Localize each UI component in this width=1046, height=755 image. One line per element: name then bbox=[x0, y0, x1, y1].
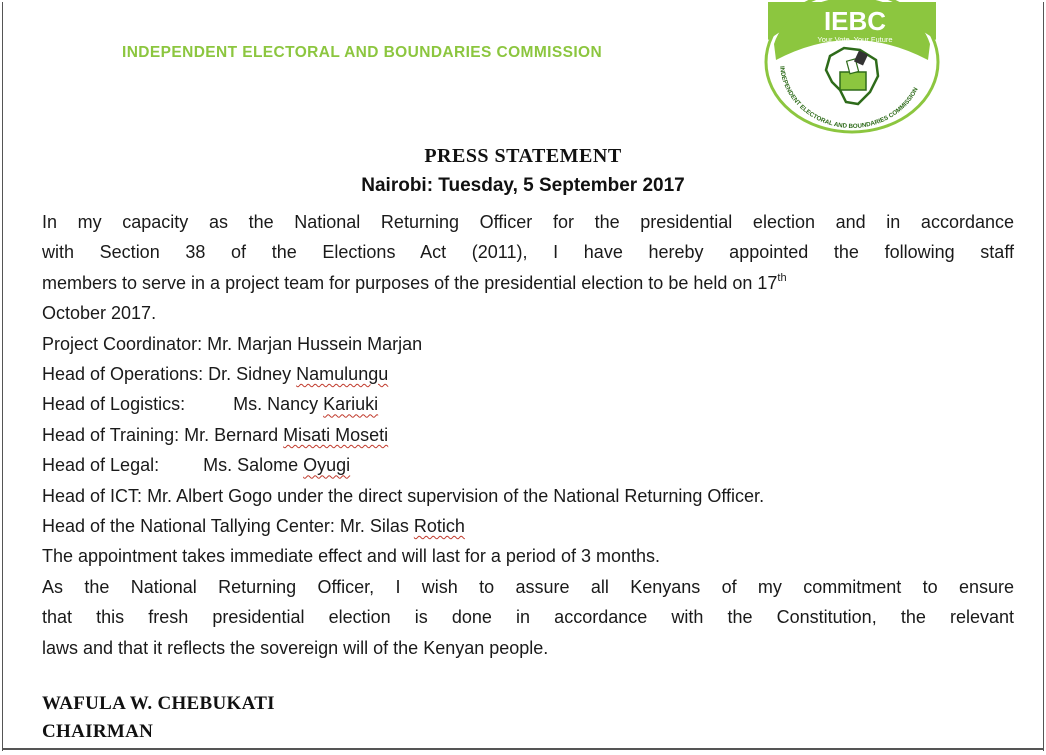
effect-statement: The appointment takes immediate effect and will last for a period of 3 months. bbox=[42, 546, 660, 567]
org-name-header: INDEPENDENT ELECTORAL AND BOUNDARIES COMMISSION bbox=[122, 44, 603, 61]
logo-acronym: IEBC bbox=[823, 6, 887, 36]
closing-line-2: that this fresh presidential election is done in accordance with the Constitution, the relevant bbox=[42, 607, 1014, 628]
document-title: PRESS STATEMENT bbox=[424, 145, 622, 167]
appointment-head-training: Head of Training: Mr. Bernard Misati Moseti bbox=[42, 424, 389, 445]
appointment-head-logistics: Head of Logistics: Ms. Nancy Kariuki bbox=[42, 394, 379, 415]
appointment-head-ict: Head of ICT: Mr. Albert Gogo under the direct supervision of the National Returning Officer. bbox=[42, 485, 765, 506]
statement-body bbox=[42, 207, 1014, 663]
signatory-title: CHAIRMAN bbox=[42, 721, 154, 742]
bottom-border bbox=[3, 748, 1043, 750]
logo-tagline: Your Vote, Your Future bbox=[817, 35, 893, 44]
iebc-logo bbox=[760, 0, 944, 136]
appointment-head-legal: Head of Legal: Ms. Salome Oyugi bbox=[42, 455, 351, 476]
intro-line-1: In my capacity as the National Returning Officer for the presidential election and in accordance bbox=[42, 212, 1014, 232]
intro-line-4: October 2017. bbox=[42, 303, 157, 324]
ballot-box-icon bbox=[840, 72, 866, 90]
dateline: Nairobi: Tuesday, 5 September 2017 bbox=[361, 175, 685, 196]
appointment-head-tallying-center: Head of the National Tallying Center: Mr. Silas Rotich bbox=[42, 516, 465, 537]
intro-line-3: members to serve in a project team for purposes of the presidential election to be held on 17th bbox=[42, 271, 787, 293]
intro-line-2: with Section 38 of the Elections Act (2011), I have hereby appointed the following staff bbox=[42, 242, 1014, 263]
appointment-project-coordinator: Project Coordinator: Mr. Marjan Hussein Marjan bbox=[42, 333, 423, 354]
closing-line-1: As the National Returning Officer, I wish to assure all Kenyans of my commitment to ensure bbox=[42, 576, 1014, 597]
closing-line-3: laws and that it reflects the sovereign will of the Kenyan people. bbox=[42, 637, 549, 658]
signatory-name: WAFULA W. CHEBUKATI bbox=[42, 693, 275, 714]
appointment-head-operations: Head of Operations: Dr. Sidney Namulungu bbox=[42, 364, 389, 385]
logo-ring-text: INDEPENDENT ELECTORAL AND BOUNDARIES COMMISSION bbox=[778, 65, 920, 131]
